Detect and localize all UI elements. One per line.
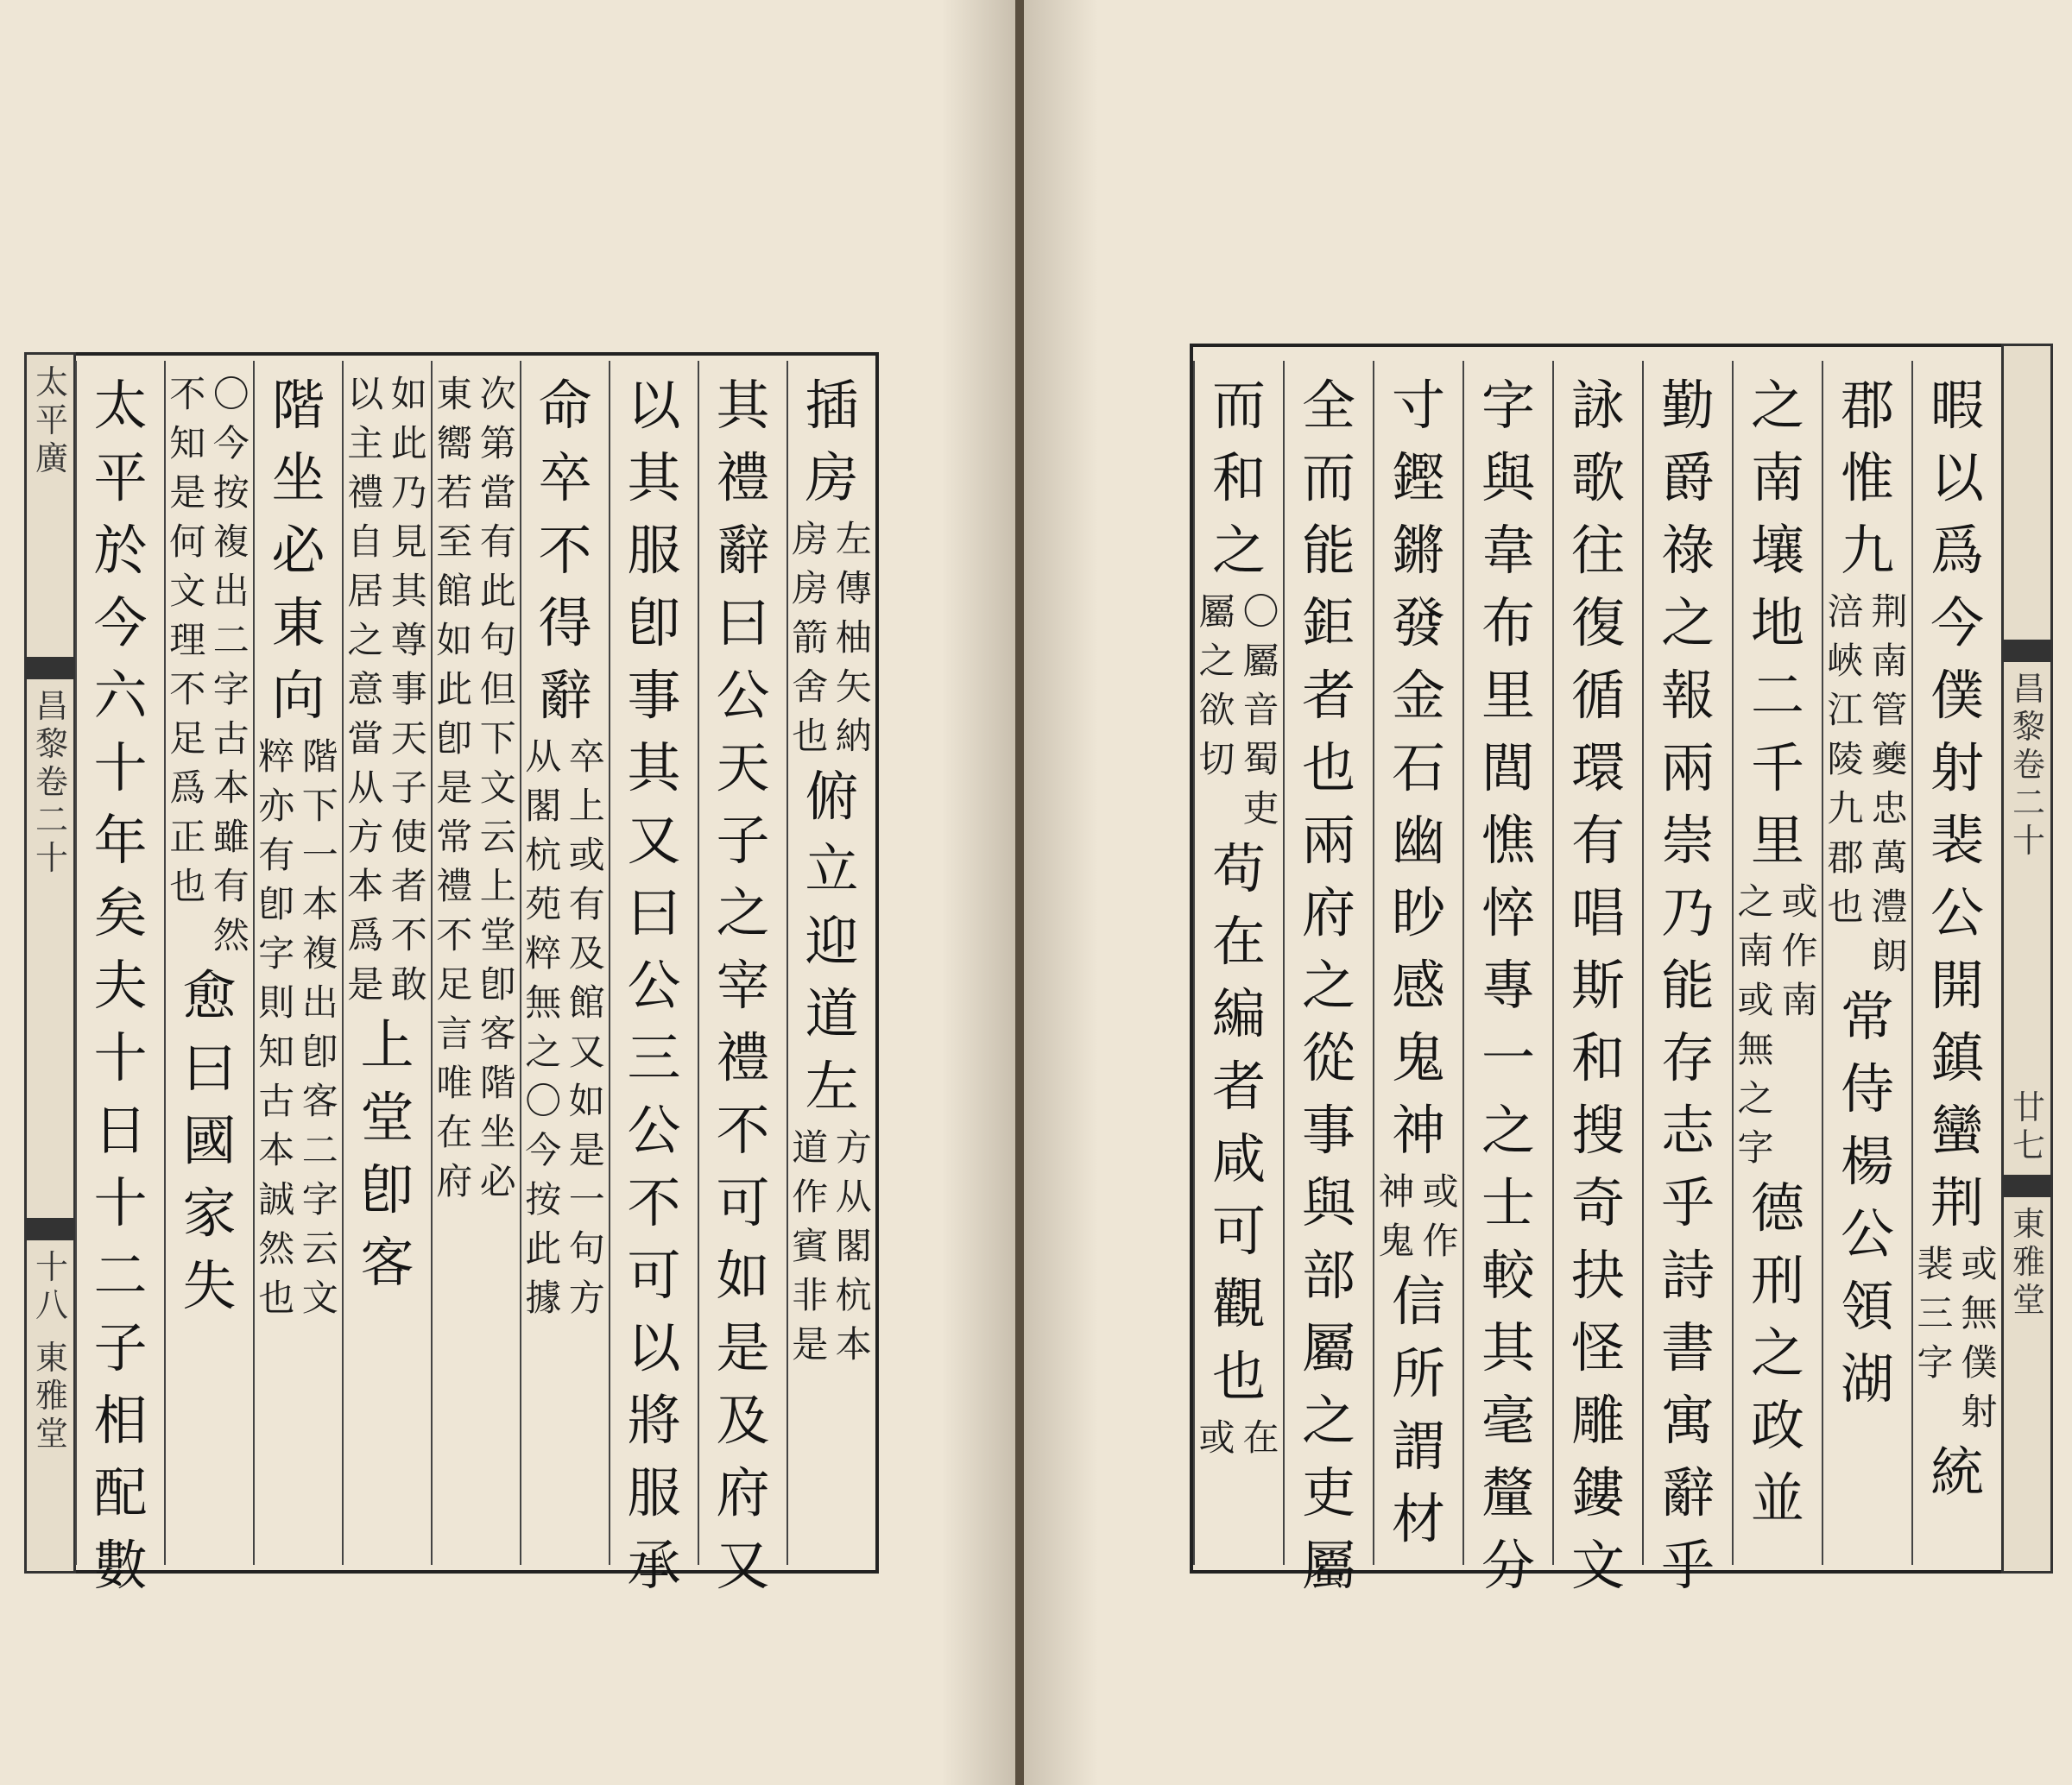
text-column	[1822, 361, 1911, 1565]
main-text: 德刑之政並	[1750, 1176, 1804, 1530]
main-text: 愈曰國家失	[182, 964, 237, 1317]
main-text: 詠歌往復循環有唱斯和搜奇抉怪雕鏤文	[1570, 374, 1625, 1597]
main-text: 而和之	[1211, 374, 1266, 582]
text-column	[75, 361, 164, 1597]
right-margin-title: 昌黎卷二十	[2012, 670, 2045, 860]
main-text: 苟在編者咸可觀也	[1211, 837, 1266, 1408]
main-text: 字與韋布里閭憔悴專一之士較其毫釐分	[1481, 374, 1535, 1597]
annotation-right: 或作南	[1781, 880, 1818, 1021]
main-text: 以其服卽事其又曰公三公不可以將服承	[627, 374, 681, 1597]
main-text: 俯立迎道左	[805, 765, 859, 1118]
annotation-left: 涪峽江陵九郡也	[1827, 590, 1864, 928]
text-column	[609, 361, 698, 1597]
annotation-left: 道作賓非是	[792, 1126, 829, 1366]
left-margin-volume: 昌黎卷二十	[35, 687, 68, 877]
text-column	[1911, 361, 2001, 1565]
text-column	[1462, 361, 1552, 1597]
annotation-left: 或	[1198, 1416, 1235, 1459]
right-margin-page: 廿七	[2012, 1088, 2045, 1164]
text-column	[253, 361, 342, 1565]
annotation-right: 〇屬音蜀吏	[1242, 590, 1279, 829]
text-column	[1283, 361, 1373, 1597]
right-margin-strip	[2001, 344, 2053, 1574]
annotation-left: 之南或無之字	[1737, 880, 1774, 1169]
annotation-right: 在	[1242, 1416, 1279, 1459]
main-text: 其禮辭曰公天子之宰禮不可如是及府又	[716, 374, 770, 1597]
annotation-right: 〇今按複出二字古本雖有然	[212, 373, 250, 956]
right-margin-hall: 東雅堂	[2012, 1205, 2045, 1319]
annotation-left: 屬之欲切	[1198, 590, 1235, 780]
annotation-right: 或作	[1422, 1170, 1459, 1262]
annotation-right: 如此乃見其尊事天子使者不敢	[390, 373, 427, 1006]
annotation-left: 東嚮若至館如此卽是常禮不足言唯在府	[436, 373, 473, 1202]
annotation-left: 以主禮自居之意當从方本爲是	[347, 373, 384, 1006]
main-text: 階坐必東向	[271, 374, 325, 727]
annotation-left: 不知是何文理不足爲正也	[169, 373, 206, 907]
text-column	[342, 361, 431, 1565]
annotation-right: 方从閣杭本	[835, 1126, 872, 1366]
annotation-right: 卒上或有及館又如是一句方	[568, 735, 605, 1319]
main-text: 郡惟九	[1840, 374, 1894, 582]
text-column	[1642, 361, 1732, 1597]
main-text: 信所謂材	[1391, 1270, 1445, 1550]
annotation-right: 次第當有此句但下文云上堂卽客階坐必	[479, 373, 516, 1202]
book-gutter	[1015, 0, 1024, 1785]
text-column	[698, 361, 786, 1597]
text-column	[1732, 361, 1822, 1565]
annotation-left: 神鬼	[1378, 1170, 1415, 1262]
main-text: 之南壤地二千里	[1750, 374, 1804, 872]
annotation-left: 裴三字	[1917, 1243, 1954, 1384]
text-column	[1552, 361, 1642, 1597]
text-column	[1193, 361, 1283, 1565]
text-column	[786, 361, 875, 1565]
annotation-right: 階下一本複出卽客二字云文	[301, 735, 338, 1319]
left-margin-hall: 東雅堂	[35, 1339, 68, 1453]
left-margin-page: 十八	[35, 1248, 68, 1324]
annotation-right: 荆南管夔忠萬澧朗	[1871, 590, 1908, 977]
left-margin-title: 太平廣	[35, 363, 68, 477]
main-text: 全而能鉅者也兩府之從事與部屬之吏屬	[1301, 374, 1355, 1597]
annotation-left: 粹亦有卽字則知古本誠然也	[258, 735, 295, 1319]
main-text: 插房	[805, 374, 859, 509]
annotation-right: 左傳柚矢納	[835, 518, 872, 757]
annotation-right: 或無僕射	[1961, 1243, 1998, 1433]
text-column	[431, 361, 520, 1565]
main-text: 命卒不得辭	[538, 374, 592, 727]
left-fishtail-lower	[27, 1218, 73, 1240]
right-fishtail-lower	[2004, 1175, 2050, 1197]
annotation-left: 从閣杭苑粹無之〇今按此據	[525, 735, 562, 1319]
main-text: 暇以爲今僕射裴公開鎮蠻荆	[1930, 374, 1984, 1234]
text-column	[164, 361, 253, 1565]
main-text: 常侍楊公領湖	[1840, 985, 1894, 1410]
left-margin-strip	[24, 352, 76, 1574]
main-text: 寸鏗鏘發金石幽眇感鬼神	[1391, 374, 1445, 1162]
annotation-left: 房房箭舍也	[792, 518, 829, 757]
main-text: 太平於今六十年矣夫十日十二子相配數	[93, 374, 148, 1597]
main-text: 勤爵祿之報兩崇乃能存志乎詩書寓辭乎	[1660, 374, 1715, 1597]
left-fishtail-upper	[27, 657, 73, 679]
right-fishtail-upper	[2004, 640, 2050, 662]
main-text: 統	[1930, 1441, 1984, 1504]
text-column	[1373, 361, 1462, 1565]
main-text: 上堂卽客	[360, 1013, 414, 1294]
text-column	[520, 361, 609, 1565]
